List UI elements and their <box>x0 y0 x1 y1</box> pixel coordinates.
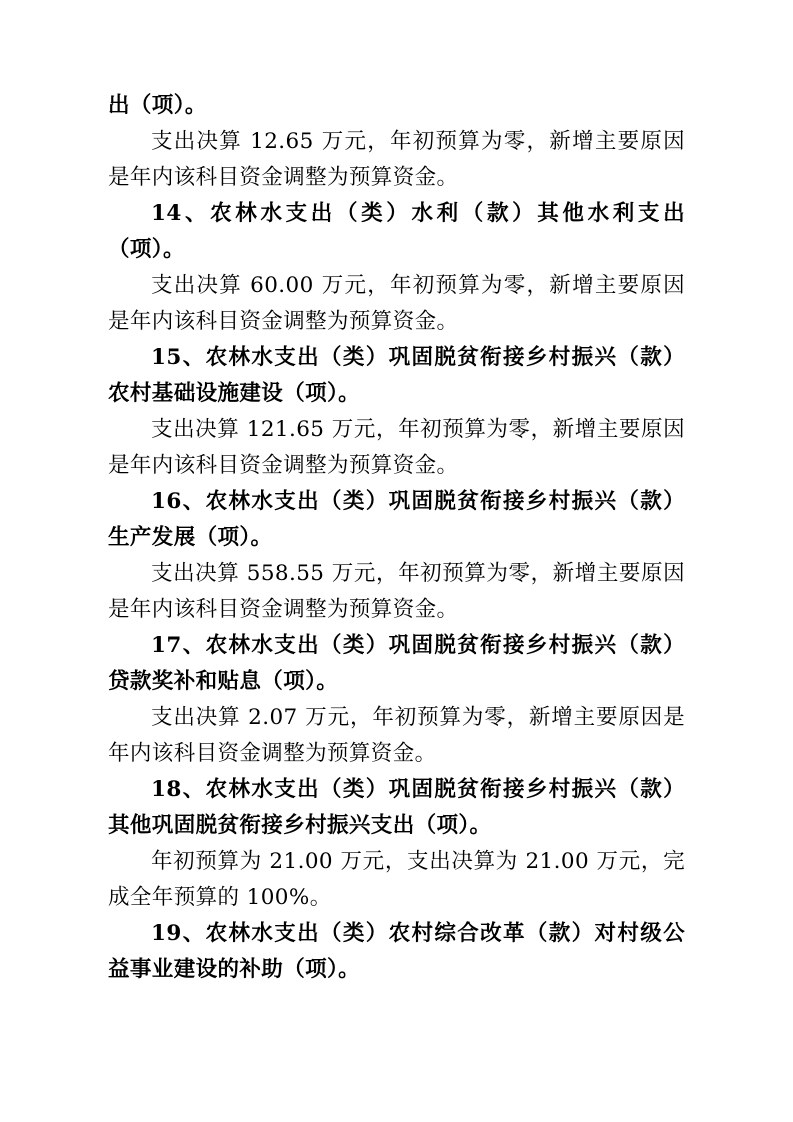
paragraph-item-14-detail: 支出决算 60.00 万元，年初预算为零，新增主要原因是年内该科目资金调整为预算资金。 <box>108 273 685 334</box>
paragraph-item-14-heading: 14、农林水支出（类）水利（款）其他水利支出（项）。 <box>108 201 685 262</box>
paragraph-continued-chuxiang: 出（项）。 <box>108 93 207 118</box>
paragraph-item-16-detail: 支出决算 558.55 万元，年初预算为零，新增主要原因是年内该科目资金调整为预算资金。 <box>108 561 685 622</box>
paragraph-item-15-heading: 15、农林水支出（类）巩固脱贫衔接乡村振兴（款）农村基础设施建设（项）。 <box>108 345 685 406</box>
document-body <box>108 88 685 988</box>
paragraph-item-19-heading: 19、农林水支出（类）农村综合改革（款）对村级公益事业建设的补助（项）。 <box>108 921 685 982</box>
paragraph-item-18-detail: 年初预算为 21.00 万元，支出决算为 21.00 万元，完成全年预算的 100%。 <box>108 849 685 910</box>
paragraph-item-16-heading: 16、农林水支出（类）巩固脱贫衔接乡村振兴（款）生产发展（项）。 <box>108 489 685 550</box>
paragraph-item-17-heading: 17、农林水支出（类）巩固脱贫衔接乡村振兴（款）贷款奖补和贴息（项）。 <box>108 633 685 694</box>
paragraph-item-15-detail: 支出决算 121.65 万元，年初预算为零，新增主要原因是年内该科目资金调整为预算资金。 <box>108 417 685 478</box>
paragraph-item-13-detail: 支出决算 12.65 万元，年初预算为零，新增主要原因是年内该科目资金调整为预算资金。 <box>108 129 685 190</box>
paragraph-item-18-heading: 18、农林水支出（类）巩固脱贫衔接乡村振兴（款）其他巩固脱贫衔接乡村振兴支出（项）。 <box>108 777 685 838</box>
paragraph-item-17-detail: 支出决算 2.07 万元，年初预算为零，新增主要原因是年内该科目资金调整为预算资金。 <box>108 705 685 766</box>
